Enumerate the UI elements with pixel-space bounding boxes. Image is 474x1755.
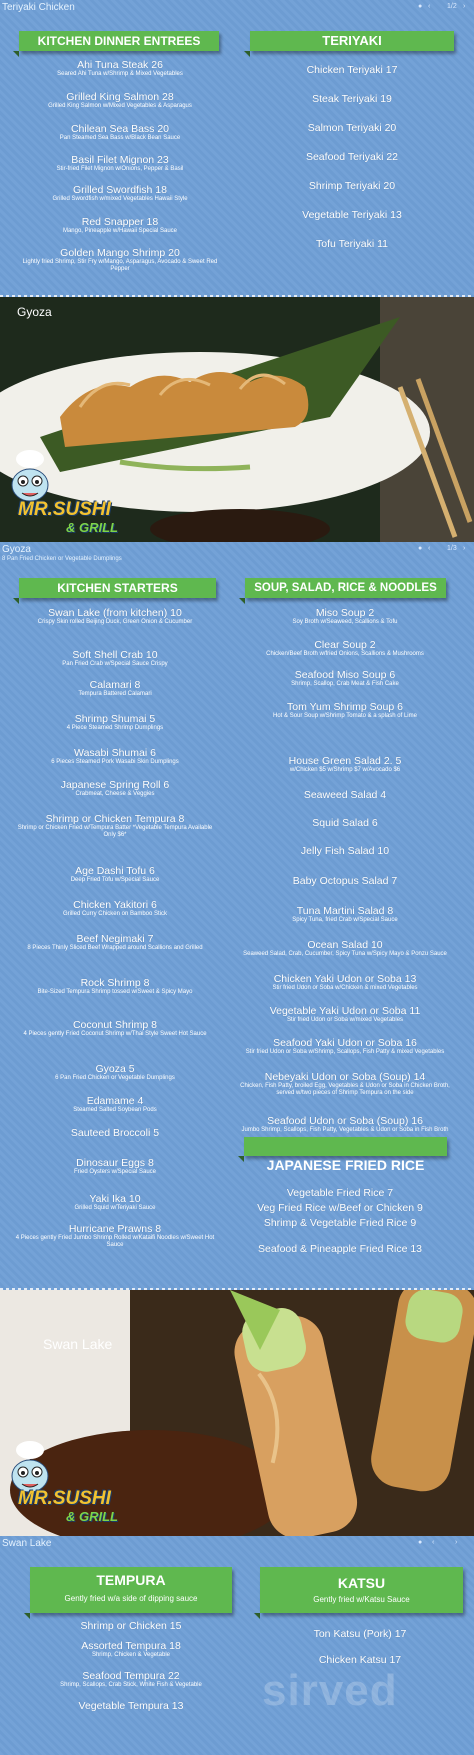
menu-item	[15, 649, 215, 668]
section-tempura-panel	[0, 1536, 474, 1755]
menu-item-name: Seafood Yaki Udon or Soba 16	[273, 1037, 417, 1049]
menu-item-name: Seafood Tempura 22	[82, 1670, 180, 1682]
chevron-right-icon[interactable]: ›	[455, 1539, 458, 1546]
menu-item	[235, 1037, 455, 1056]
teriyaki-header	[250, 31, 454, 51]
menu-item	[235, 639, 455, 658]
tempura-header-label: TEMPURA	[96, 1572, 166, 1588]
section-starters-panel	[0, 542, 474, 1290]
menu-item-desc: Shrimp, Scallop, Crab Meat & Fish Cake	[291, 681, 399, 687]
menu-item-desc: Grilled King Salmon w/Mixed Vegetables & Asparagus	[48, 103, 192, 109]
logo	[8, 1438, 148, 1528]
menu-item-desc: 4 Pieces gently Fried Coconut Shrimp w/Thai Style Sweet Hot Sauce	[23, 1031, 207, 1037]
menu-item	[235, 939, 455, 958]
section-title: Teriyaki Chicken	[2, 2, 75, 13]
menu-item-name: Vegetable Yaki Udon or Soba 11	[269, 1005, 421, 1017]
chevron-left-icon[interactable]: ‹	[432, 1539, 435, 1546]
menu-item-name: Seafood & Pineapple Fried Rice 13	[257, 1243, 423, 1255]
menu-item	[15, 899, 215, 918]
menu-item-name: Seafood Udon or Soba (Soup) 16	[267, 1115, 423, 1127]
menu-item-name: Tuna Martini Salad 8	[296, 905, 394, 917]
menu-item-desc: Shrimp, Scallops, Crab Stick, White Fish & Vegetable	[60, 1682, 202, 1688]
menu-item	[235, 669, 455, 688]
menu-item-desc: 6 Pan Fried Chicken or Vegetable Dumplings	[55, 1075, 175, 1081]
menu-item-name: Tofu Teriyaki 11	[316, 238, 388, 250]
menu-item	[15, 1157, 215, 1176]
menu-item	[235, 1071, 455, 1097]
teriyaki-header-label: TERIYAKI	[322, 33, 382, 48]
menu-item	[235, 1005, 455, 1024]
logo	[8, 447, 148, 537]
page-indicator: 1/2	[447, 3, 457, 10]
menu-item	[235, 817, 455, 829]
menu-item	[260, 1654, 460, 1666]
menu-item-name: Basil Filet Mignon 23	[71, 154, 169, 166]
menu-item-desc: Stir fried Udon or Soba w/Shrimp, Scallops, Fish Patty & mixed Vegetables	[245, 1049, 445, 1055]
menu-item-name: Seaweed Salad 4	[303, 789, 387, 801]
menu-item	[15, 779, 215, 798]
menu-item-name: Baby Octopus Salad 7	[292, 875, 398, 887]
menu-item-name: Coconut Shrimp 8	[72, 1019, 158, 1031]
menu-item	[26, 1620, 236, 1632]
dinner-header-label: KITCHEN DINNER ENTREES	[37, 34, 201, 48]
menu-item	[15, 216, 225, 235]
menu-item-desc: Grilled Curry Chicken on Bamboo Stick	[62, 911, 168, 917]
rice-header-bar	[244, 1137, 447, 1156]
menu-item-desc: Crabmeat, Cheese & Veggies	[75, 791, 155, 797]
chevron-right-icon[interactable]: ›	[463, 545, 466, 552]
menu-item	[252, 238, 452, 250]
menu-item	[15, 747, 215, 766]
menu-item-name: Ton Katsu (Pork) 17	[313, 1628, 407, 1640]
menu-item-desc: Tempura Battered Calamari	[78, 691, 152, 697]
katsu-header	[260, 1567, 463, 1613]
logo-name: MR.SUSHI	[18, 1488, 111, 1509]
menu-item-desc: Steamed Salted Soybean Pods	[73, 1107, 157, 1113]
starters-header-label: KITCHEN STARTERS	[57, 581, 178, 595]
menu-item-name: Hurricane Prawns 8	[68, 1223, 162, 1235]
menu-item-name: Age Dashi Tofu 6	[75, 865, 155, 877]
menu-item	[15, 1193, 215, 1212]
menu-item-name: Rock Shrimp 8	[80, 977, 150, 989]
katsu-desc: Gently fried w/Katsu Sauce	[313, 1595, 410, 1604]
menu-item-name: Grilled King Salmon 28	[66, 91, 174, 103]
menu-item	[252, 64, 452, 76]
menu-item	[15, 713, 215, 732]
section-title: Gyoza	[2, 544, 31, 555]
menu-item-desc: Fried Oysters w/Special Sauce	[73, 1169, 157, 1175]
menu-item-name: Jelly Fish Salad 10	[300, 845, 390, 857]
menu-item-desc: Spicy Tuna, fried Crab w/Special Sauce	[292, 917, 398, 923]
menu-item	[235, 755, 455, 774]
menu-item	[235, 845, 455, 857]
menu-item-name: Veg Fried Rice w/Beef or Chicken 9	[257, 1202, 423, 1214]
menu-item	[15, 154, 225, 173]
menu-item	[235, 1115, 455, 1134]
gyoza-caption: Gyoza	[17, 305, 52, 319]
menu-item-name: Red Snapper 18	[81, 216, 159, 228]
menu-item-name: Vegetable Fried Rice 7	[286, 1187, 394, 1199]
menu-item	[235, 701, 455, 720]
section-subtitle: 8 Pan Fried Chicken or Vegetable Dumplings	[2, 556, 122, 562]
menu-item	[252, 180, 452, 192]
dinner-header	[19, 31, 219, 51]
logo-name: MR.SUSHI	[18, 499, 111, 520]
menu-item-desc: Crispy Skin rolled Beijing Duck, Green Onion & Cucumber	[37, 619, 193, 625]
chevron-left-icon[interactable]: ‹	[428, 3, 431, 10]
watermark: sirved	[262, 1666, 398, 1715]
menu-item	[15, 123, 225, 142]
menu-item-desc: Chicken/Beef Broth w/fried Onions, Scallions & Mushrooms	[266, 651, 424, 657]
starters-header	[19, 578, 216, 598]
menu-item-name: Grilled Swordfish 18	[73, 184, 167, 196]
menu-item	[15, 1019, 215, 1038]
menu-item	[235, 875, 455, 887]
section-topbar	[0, 1536, 474, 1552]
menu-item-name: House Green Salad 2. 5	[288, 755, 402, 767]
menu-item	[235, 789, 455, 801]
menu-item	[235, 1217, 445, 1229]
menu-item	[26, 1670, 236, 1689]
menu-item-desc: w/Chicken $5 w/Shrimp $7 w/Avocado $6	[289, 767, 401, 773]
menu-item	[252, 122, 452, 134]
menu-item-name: Shrimp Shumai 5	[74, 713, 156, 725]
menu-item-desc: Jumbo Shrimp, Scallops, Fish Patty, Vegetables & Udon or Soba in Fish Broth	[241, 1127, 449, 1133]
section-title: Swan Lake	[2, 1538, 52, 1549]
menu-item-desc: Chicken, Fish Patty, broiled Egg, Vegetables & Udon or Soba in Chicken Broth, served w/two pieces of Shrimp Tempura on the side	[240, 1083, 450, 1096]
menu-item	[252, 209, 452, 221]
dot-icon[interactable]: ●	[418, 1539, 423, 1546]
menu-item-desc: Pan Steamed Sea Bass w/Black Bean Sauce	[59, 135, 181, 141]
menu-item-name: Chicken Yaki Udon or Soba 13	[273, 973, 417, 985]
section-teriyaki-panel	[0, 0, 474, 297]
menu-item	[260, 1628, 460, 1640]
menu-item-desc: 4 Pieces gently Fried Jumbo Shrimp Rolled w/Kataifi Noodles w/Sweet Hot Sauce	[15, 1235, 215, 1248]
gyoza-photo	[0, 297, 474, 542]
menu-item	[235, 1243, 445, 1255]
menu-item-name: Shrimp or Chicken Tempura 8	[45, 813, 185, 825]
menu-item-desc: Grilled Squid w/Teriyaki Sauce	[74, 1205, 156, 1211]
soup-header-label: SOUP, SALAD, RICE & NOODLES	[254, 582, 437, 594]
menu-item-name: Steak Teriyaki 19	[312, 93, 392, 105]
menu-item	[26, 1700, 236, 1712]
menu-item-name: Salmon Teriyaki 20	[307, 122, 397, 134]
menu-item	[15, 813, 215, 839]
menu-item-name: Beef Negimaki 7	[76, 933, 154, 945]
menu-item-name: Shrimp Teriyaki 20	[308, 180, 396, 192]
menu-item-name: Sauteed Broccoli 5	[70, 1127, 160, 1139]
menu-item	[252, 93, 452, 105]
menu-item	[235, 973, 455, 992]
menu-item	[15, 1223, 215, 1249]
section-topbar	[0, 0, 474, 16]
menu-item-name: Yaki Ika 10	[89, 1193, 141, 1205]
menu-item	[15, 91, 225, 110]
menu-item-name: Shrimp or Chicken 15	[80, 1620, 182, 1632]
menu-item-name: Ahi Tuna Steak 26	[77, 59, 163, 71]
menu-item	[15, 607, 215, 626]
chevron-right-icon[interactable]: ›	[463, 3, 466, 10]
menu-item	[15, 59, 225, 78]
menu-item-name: Golden Mango Shrimp 20	[60, 247, 180, 259]
menu-item	[15, 184, 225, 203]
menu-item	[15, 865, 215, 884]
menu-item	[15, 1127, 215, 1139]
menu-item-desc: Deep Fried Tofu w/Special Sauce	[70, 877, 160, 883]
menu-item-name: Japanese Spring Roll 6	[60, 779, 170, 791]
menu-item	[235, 1187, 445, 1199]
menu-item-desc: Mango, Pineapple w/Hawaii Special Sauce	[62, 228, 178, 234]
menu-item-desc: Shrimp or Chicken Fried w/Tempura Batter *Vegetable Tempura Available Only $6*	[17, 825, 213, 838]
menu-item-name: Assorted Tempura 18	[81, 1640, 181, 1652]
menu-item	[252, 151, 452, 163]
menu-item	[235, 607, 455, 626]
menu-item-name: Seafood Miso Soup 6	[294, 669, 396, 681]
menu-item-name: Tom Yum Shrimp Soup 6	[287, 701, 403, 713]
menu-item-name: Wasabi Shumai 6	[74, 747, 156, 759]
rice-header-label: JAPANESE FRIED RICE	[266, 1157, 425, 1173]
menu-item-desc: 8 Pieces Thinly Sliced Beef Wrapped around Scallions and Grilled	[27, 945, 203, 951]
menu-item	[15, 933, 215, 952]
menu-item-name: Clear Soup 2	[314, 639, 376, 651]
dot-icon[interactable]: ●	[418, 3, 423, 10]
menu-item-name: Vegetable Teriyaki 13	[302, 209, 402, 221]
menu-item-desc: 4 Piece Steamed Shrimp Dumplings	[66, 725, 164, 731]
menu-item-desc: Soy Broth w/Seaweed, Scallions & Tofu	[292, 619, 398, 625]
page-indicator: 1/3	[447, 545, 457, 552]
menu-item-desc: Stir fried Udon or Soba w/Chicken & mixed Vegetables	[272, 985, 418, 991]
swan-lake-caption: Swan Lake	[43, 1336, 113, 1352]
menu-item-name: Gyoza 5	[95, 1063, 135, 1075]
menu-item-desc: Stir-fried Filet Mignon w/Onions, Pepper & Basil	[56, 166, 184, 172]
section-topbar	[0, 542, 474, 562]
menu-item-name: Squid Salad 6	[312, 817, 378, 829]
menu-item-desc: Lightly fried Shrimp, Stir Fry w/Mango, Asparagus, Avocado & Sweet Red Pepper	[22, 259, 218, 272]
menu-item-name: Chicken Katsu 17	[318, 1654, 402, 1666]
menu-item	[26, 1640, 236, 1659]
menu-item-name: Seafood Teriyaki 22	[305, 151, 399, 163]
swan-lake-photo	[0, 1290, 474, 1536]
menu-item-name: Shrimp & Vegetable Fried Rice 9	[263, 1217, 417, 1229]
menu-item	[15, 679, 215, 698]
tempura-desc: Gently fried w/a side of dipping sauce	[64, 1594, 198, 1603]
menu-item-desc: Hot & Sour Soup w/Shrimp Tomato & a splash of Lime	[273, 713, 417, 719]
menu-item-desc: Seared Ahi Tuna w/Shrimp & Mixed Vegetables	[57, 71, 183, 77]
menu-item	[235, 1202, 445, 1214]
menu-item	[15, 1063, 215, 1082]
menu-item-name: Ocean Salad 10	[307, 939, 383, 951]
logo-sub: & GRILL	[66, 520, 118, 535]
menu-item-name: Soft Shell Crab 10	[72, 649, 158, 661]
menu-item-desc: Shrimp, Chicken & Vegetable	[91, 1652, 171, 1658]
menu-item-name: Chicken Yakitori 6	[73, 899, 157, 911]
menu-item-desc: Seaweed Salad, Crab, Cucumber, Spicy Tuna w/Spicy Mayo & Ponzu Sauce	[243, 951, 447, 957]
logo-sub: & GRILL	[66, 1509, 118, 1524]
menu-item-desc: Stir fried Udon or Soba w/mixed Vegetables	[286, 1017, 404, 1023]
soup-header	[245, 578, 446, 598]
katsu-header-label: KATSU	[337, 1575, 386, 1591]
menu-item-desc: Pan Fried Crab w/Special Sauce Crispy	[62, 661, 168, 667]
menu-item-name: Chicken Teriyaki 17	[306, 64, 398, 76]
menu-item-desc: 6 Pieces Steamed Pork Wasabi Skin Dumplings	[51, 759, 179, 765]
chevron-left-icon[interactable]: ‹	[428, 545, 431, 552]
menu-item-name: Edamame 4	[86, 1095, 144, 1107]
menu-item	[15, 247, 225, 273]
menu-item-name: Calamari 8	[89, 679, 141, 691]
menu-item-name: Chilean Sea Bass 20	[70, 123, 170, 135]
menu-item-name: Vegetable Tempura 13	[78, 1700, 184, 1712]
tempura-header	[30, 1567, 232, 1613]
menu-item-name: Nebeyaki Udon or Soba (Soup) 14	[264, 1071, 426, 1083]
menu-item	[15, 1095, 215, 1114]
menu-item-name: Dinosaur Eggs 8	[76, 1157, 154, 1169]
menu-item	[235, 905, 455, 924]
menu-item-name: Swan Lake (from kitchen) 10	[48, 607, 182, 619]
menu-item-desc: Grilled Swordfish w/mixed Vegetables Hawaii Style	[52, 196, 188, 202]
dot-icon[interactable]: ●	[418, 545, 423, 552]
menu-item	[15, 977, 215, 996]
menu-item-desc: Bite-Sized Tempura Shrimp tossed w/Sweet & Spicy Mayo	[37, 989, 193, 995]
menu-item-name: Miso Soup 2	[315, 607, 375, 619]
